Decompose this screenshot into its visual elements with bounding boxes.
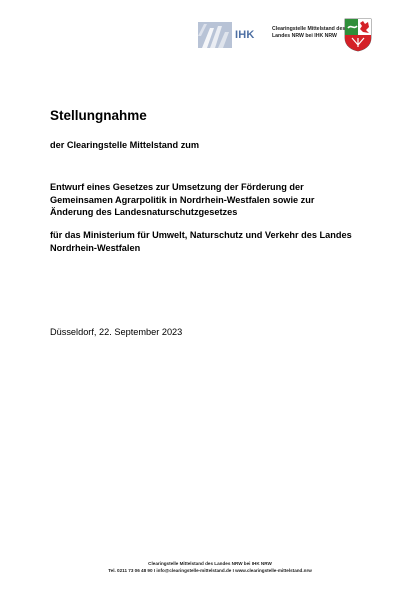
draft-line-1: Entwurf eines Gesetzes zur Umsetzung der Förderung der bbox=[50, 182, 304, 192]
ministry-line-2: Nordrhein-Westfalen bbox=[50, 242, 141, 253]
document-date: Düsseldorf, 22. September 2023 bbox=[50, 327, 183, 337]
draft-line-3: Änderung des Landesnaturschutzgesetzes bbox=[50, 207, 238, 217]
footer-line-1: Clearingstelle Mittelstand des Landes NRW bei IHK NRW bbox=[148, 561, 272, 566]
ihk-logo bbox=[198, 22, 266, 48]
ihk-logo-text: IHK bbox=[235, 29, 255, 41]
ihk-mark-icon bbox=[198, 22, 232, 48]
ministry-line-1: für das Ministerium für Umwelt, Naturschutz und Verkehr des Landes bbox=[50, 230, 352, 240]
draft-line-2: Gemeinsamen Agrarpolitik in Nordrhein-Westfalen sowie zur bbox=[50, 194, 315, 205]
clearing-line-2: Landes NRW bei IHK NRW bbox=[272, 33, 337, 39]
clearing-line-1: Clearingstelle Mittelstand des bbox=[272, 26, 346, 32]
nrw-crest-icon bbox=[344, 18, 372, 52]
draft-law-title bbox=[50, 181, 314, 219]
page-title: Stellungnahme bbox=[50, 108, 147, 123]
page-subtitle: der Clearingstelle Mittelstand zum bbox=[50, 140, 200, 150]
clearingstelle-logo-text bbox=[272, 26, 346, 40]
ministry-recipient bbox=[50, 229, 352, 254]
page-footer bbox=[0, 560, 420, 574]
footer-line-2: Tel. 0211 73 06 48 90 I info@clearingstelle-mittelstand.de I www.clearingstelle-mittelstand.nrw bbox=[108, 568, 312, 573]
